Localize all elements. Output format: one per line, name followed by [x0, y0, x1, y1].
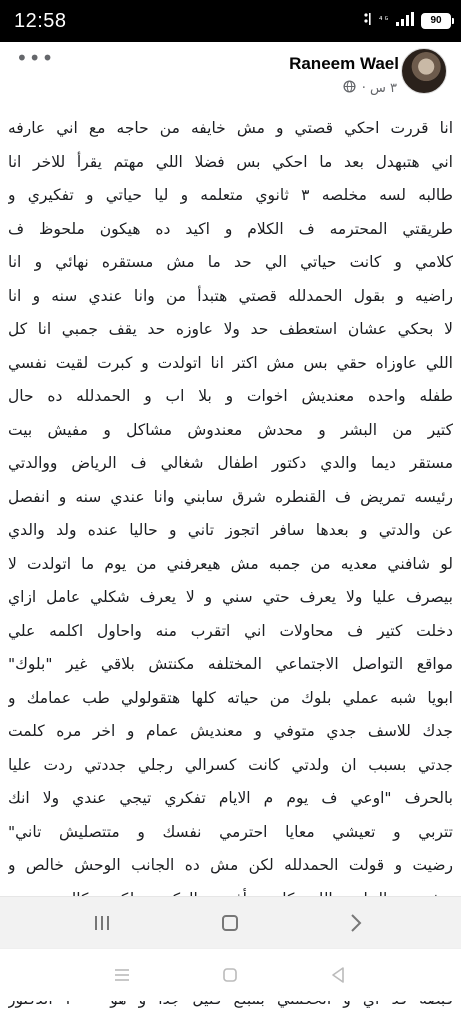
post-timestamp: ٣ س · [361, 81, 397, 96]
post-line: طريقتي المحترمه ف الكلام و اكيد ده هيكون ملحوظ ف [8, 219, 453, 238]
recents-icon[interactable] [110, 963, 134, 987]
post-line: مستقر ديما والدي دكتور اطفال شغالي ف الرياض ووالدتي [8, 454, 453, 472]
post-line: تتربي و تعيشي معايا احترمي نفسك و متتصليش تاني" [8, 822, 453, 841]
tabs-icon[interactable] [90, 911, 114, 935]
status-icons [364, 11, 451, 31]
post-line: عن والدتي و بعدها سافر اتجوز تاني و حاليا عنده ولد والدي [8, 521, 453, 539]
more-options-button[interactable]: ••• [16, 46, 55, 70]
home-icon[interactable] [218, 911, 242, 935]
home-icon[interactable] [218, 963, 242, 987]
post-line: بالحرف "اوعي ف يوم م الايام تفكري تيجي عندي ولا انك [8, 789, 453, 807]
post-line: جدك للاسف جدي متوفي و معنديش عمام و اخر مره كلمت [8, 722, 453, 740]
post-header [0, 42, 461, 104]
post-line: لا بحكي عشان استعطف حد ولا عاوزه حد يقف جمبي انا كل [8, 320, 453, 338]
avatar[interactable] [401, 48, 447, 94]
post-line: انا قررت احكي قصتي و مش خايفه من حاجه مع اني عارفه [8, 119, 453, 137]
post-line: طالبه لسه مخلصه ٣ ثانوي متعلمه و ليا حياتي و تفكيري و [8, 186, 453, 204]
post-line: ابويا شبه عملي بلوك من حياته كلها هتقولولي طب عمامك و [8, 688, 453, 707]
post-meta [343, 80, 397, 97]
post-line: طفله واحده معنديش اخوات و بلا اب و الحمدلله ده حال [8, 387, 453, 405]
post-body [8, 112, 453, 1017]
post-line: كتير من البشر و محدش معندوش مشاكل و مفيش بيت [8, 420, 453, 439]
post-line: راضيه و بقول الحمدلله قصتي هتبدأ من وانا عندي سنه و انا [8, 286, 453, 305]
browser-toolbar [0, 896, 461, 949]
post-line: رئيسه تمريض ف القنطره شرق سابني وانا عندي سنه و انفصل [8, 487, 453, 506]
forward-icon[interactable] [344, 911, 368, 935]
battery-icon: 90 [421, 13, 451, 29]
post-line: اللي عاوزاه حقي بس مش اكتر انا اتولدت و كبرت لقيت نفسي [8, 353, 453, 372]
globe-icon [343, 80, 356, 97]
back-icon[interactable] [326, 963, 350, 987]
post-line: جدتي بسبب ان ولدتي كانت كسرالي رجلي جددتي ردت عليا [8, 755, 453, 774]
post-line: اني هتبهدل بعد ما احكي بس فضلا اللي مهتم يقرأ للاخر انا [8, 152, 453, 171]
post-line: بيصرف عليا ولا يعرف حتي سني و لا يعرف شكلي عامل ازاي [8, 588, 453, 606]
author-name[interactable]: Raneem Wael [289, 54, 399, 73]
alarm-icon [364, 11, 372, 31]
status-time: 12:58 [14, 10, 67, 32]
post-line: رضيت و قولت الحمدلله لكن مش ده الجانب الوحش خالص و [8, 856, 453, 874]
post-line: لو شافني معديه من جمبه مش هيعرفني من يوم ما اتولدت لا [8, 554, 453, 573]
post-line: دخلت كتير ف محاولات اني اتقرب منه واحاول اكلمه علي [8, 621, 453, 640]
status-bar [0, 0, 461, 42]
post-line: مواقع التواصل الاجتماعي المختلفه مكنتش بلاقي غير "بلوك" [8, 655, 453, 673]
signal-icon [395, 11, 415, 31]
network-type: ⁴ᴳ [378, 15, 389, 26]
post-line: كلامي و كانت حياتي الي حد ما مش مستقره نهائي و انا [8, 253, 453, 271]
system-nav-bar [0, 948, 461, 1001]
